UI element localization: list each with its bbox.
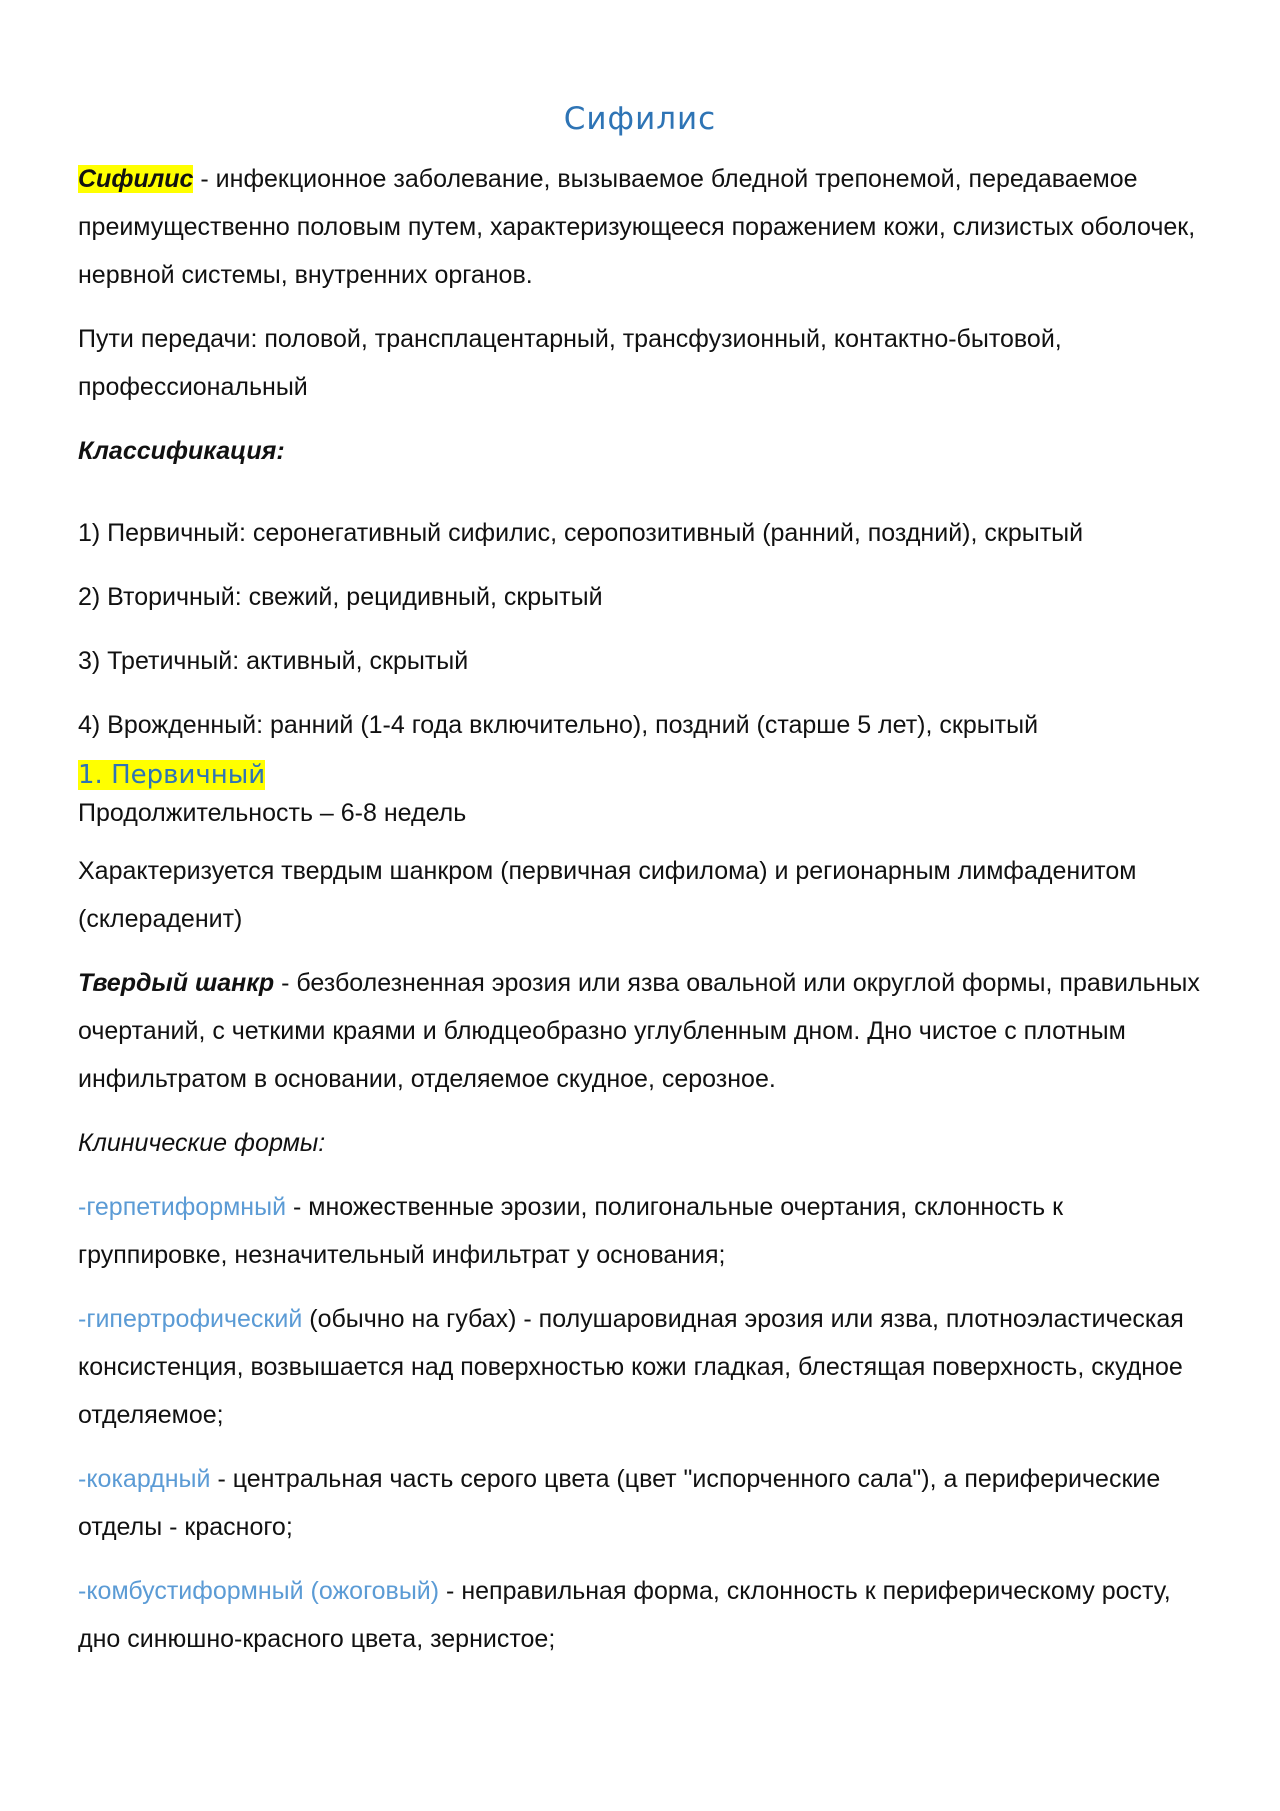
form-item (78, 1567, 1218, 1663)
form-item (78, 1183, 1218, 1279)
form-name: -герпетиформный (78, 1193, 287, 1221)
form-text: - множественные эрозии, полигональные очертания, склонность к группировке, незначительный инфильтрат у основания; (78, 1193, 1063, 1269)
form-name: -гипертрофический (78, 1305, 303, 1333)
form-text: - неправильная форма, склонность к периферическому росту, дно синюшно-красного цвета, зернистое; (78, 1577, 1171, 1653)
document-body (78, 155, 1218, 1679)
forms-heading: Клинические формы: (78, 1129, 326, 1157)
section-heading-text: 1. Первичный (78, 760, 266, 790)
characteristic-paragraph: Характеризуется твердым шанкром (первичная сифилома) и регионарным лимфаденитом (склераденит) (78, 857, 1137, 933)
transmission-paragraph: Пути передачи: половой, трансплацентарный, трансфузионный, контактно-бытовой, профессиональный (78, 325, 1062, 401)
duration-paragraph: Продолжительность – 6-8 недель (78, 799, 467, 827)
form-name: -комбустиформный (ожоговый) (78, 1577, 440, 1605)
form-name: -кокардный (78, 1465, 211, 1493)
classification-item: 3) Третичный: активный, скрытый (78, 647, 469, 675)
form-item (78, 1455, 1218, 1551)
classification-item: 1) Первичный: серонегативный сифилис, серопозитивный (ранний, поздний), скрытый (78, 519, 1084, 547)
chancre-term: Твердый шанкр (78, 969, 275, 997)
form-item (78, 1295, 1218, 1439)
intro-text: - инфекционное заболевание, вызываемое бледной трепонемой, передаваемое преимущественно половым путем, характеризующееся поражением кожи, слизистых оболочек, нервной системы, внутренних органов. (78, 165, 1196, 289)
intro-paragraph (78, 155, 1218, 299)
intro-term: Сифилис (78, 165, 194, 193)
chancre-paragraph (78, 959, 1218, 1103)
page-title: Сифилис (563, 101, 717, 137)
section-heading-primary (78, 755, 1218, 795)
form-text: - центральная часть серого цвета (цвет "испорченного сала"), а периферические отделы - красного; (78, 1465, 1161, 1541)
classification-heading: Классификация: (78, 437, 285, 465)
form-text: (обычно на губах) - полушаровидная эрозия или язва, плотноэластическая консистенция, возвышается над поверхностью кожи гладкая, блестящая поверхность, скудное отделяемое; (78, 1305, 1184, 1429)
classification-item: 2) Вторичный: свежий, рецидивный, скрытый (78, 583, 603, 611)
classification-item: 4) Врожденный: ранний (1-4 года включительно), поздний (старше 5 лет), скрытый (78, 711, 1039, 739)
chancre-text: - безболезненная эрозия или язва овальной или округлой формы, правильных очертаний, с четкими краями и блюдцеобразно углубленным дном. Дно чистое с плотным инфильтратом в основании, отделяемое скудное, серозное. (78, 969, 1200, 1093)
